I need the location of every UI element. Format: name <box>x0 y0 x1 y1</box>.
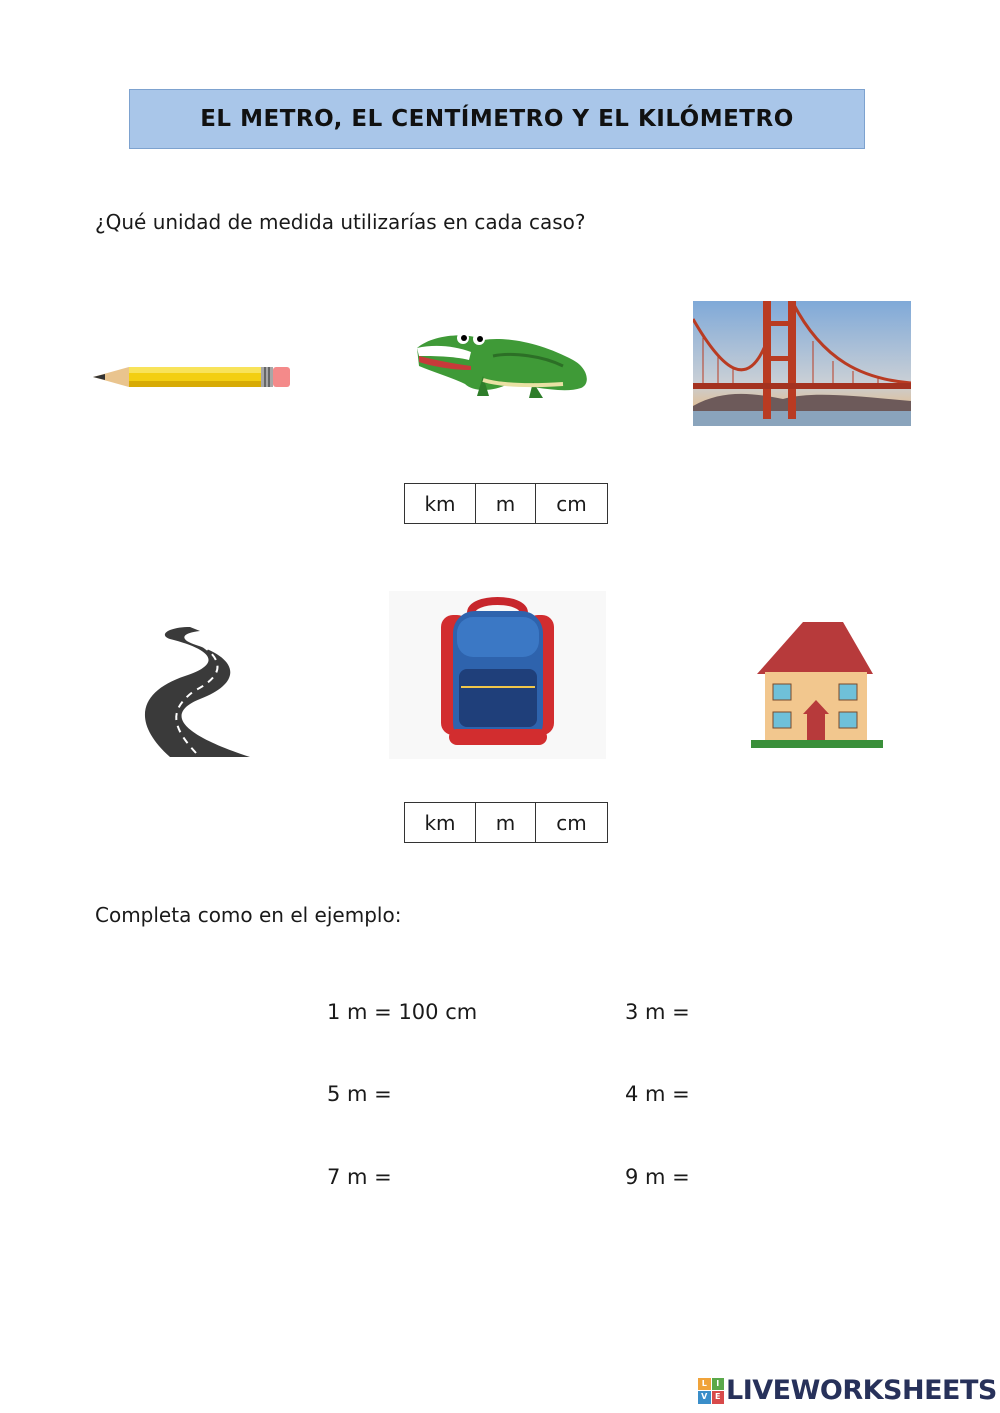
page-title: EL METRO, EL CENTÍMETRO Y EL KILÓMETRO <box>200 106 794 132</box>
equation-item: 7 m = <box>327 1165 392 1189</box>
road-image <box>130 621 255 758</box>
unit-option-m[interactable]: m <box>476 484 536 524</box>
equation-item: 5 m = <box>327 1082 392 1106</box>
pencil-image <box>93 363 293 391</box>
unit-option-m[interactable]: m <box>476 803 536 843</box>
equation-item: 3 m = <box>625 1000 690 1024</box>
instruction-text: Completa como en el ejemplo: <box>95 903 402 927</box>
bridge-image <box>693 301 911 426</box>
unit-option-cm[interactable]: cm <box>536 803 608 843</box>
question-text: ¿Qué unidad de medida utilizarías en cada caso? <box>95 210 586 234</box>
crocodile-image <box>413 326 593 400</box>
liveworksheets-logo <box>698 1375 997 1406</box>
equation-item: 4 m = <box>625 1082 690 1106</box>
unit-option-km[interactable]: km <box>405 803 476 843</box>
logo-mark-icon: L I V E <box>698 1378 724 1404</box>
backpack-image <box>389 591 606 759</box>
equation-example: 1 m = 100 cm <box>327 1000 478 1024</box>
units-table-1 <box>404 483 608 524</box>
equation-item: 9 m = <box>625 1165 690 1189</box>
units-table-2 <box>404 802 608 843</box>
logo-text: LIVEWORKSHEETS <box>726 1375 997 1406</box>
title-banner <box>129 89 865 149</box>
unit-option-km[interactable]: km <box>405 484 476 524</box>
house-image <box>743 614 890 750</box>
unit-option-cm[interactable]: cm <box>536 484 608 524</box>
